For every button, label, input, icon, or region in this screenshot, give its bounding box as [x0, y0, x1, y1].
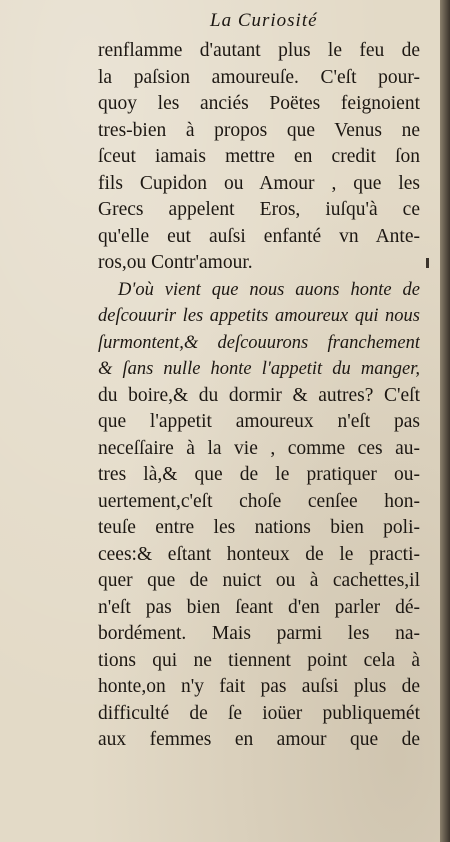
margin-mark	[426, 258, 429, 268]
text-line: ſceut iamais mettre en credit ſon	[98, 146, 420, 167]
running-head: La Curiosité	[210, 10, 318, 31]
text-line: qu'elle eut auſsi enfanté vn Ante-	[98, 225, 420, 247]
text-line: difficulté de ſe ioüer publiquemét	[98, 702, 420, 724]
text-line: aux femmes en amour que de	[98, 729, 420, 750]
text-line: honte,on n'y fait pas auſsi plus de	[98, 676, 420, 697]
text-line: bordément. Mais parmi les na-	[98, 623, 420, 644]
text-line: n'eſt pas bien ſeant d'en parler dé-	[98, 596, 420, 618]
text-line: la paſsion amoureuſe. C'eſt pour-	[98, 66, 420, 88]
question-line: D'où vient que nous auons honte de	[118, 279, 420, 300]
text-line: Grecs appelent Eros, iuſqu'à ce	[98, 199, 420, 220]
text-line: fils Cupidon ou Amour , que les	[98, 172, 420, 194]
page-edge	[440, 0, 450, 842]
text-line: neceſſaire à la vie , comme ces au-	[98, 437, 420, 459]
text-line: que l'appetit amoureux n'eſt pas	[98, 411, 420, 432]
text-line: renflamme d'autant plus le feu de	[98, 40, 420, 61]
text-line: du boire,& du dormir & autres? C'eſt	[98, 384, 420, 406]
text-line: uertement,c'eſt choſe cenſee hon-	[98, 490, 420, 512]
text-line: tres là,& que de le pratiquer ou-	[98, 464, 420, 485]
text-line: tres-bien à propos que Venus ne	[98, 119, 420, 141]
text-line: tions qui ne tiennent point cela à	[98, 649, 420, 671]
text-line: ros,ou Contr'amour.	[98, 252, 253, 273]
body-text	[98, 38, 420, 754]
question-line: deſcouurir les appetits amoureux qui nous	[98, 306, 420, 326]
text-line: cees:& eſtant honteux de le practi-	[98, 543, 420, 565]
question-line: & ſans nulle honte l'appetit du manger,	[98, 359, 420, 379]
text-line: quoy les anciés Poëtes feignoient	[98, 93, 420, 114]
text-line: quer que de nuict ou à cachettes,il	[98, 570, 420, 591]
question-line: ſurmontent,& deſcouurons franchement	[98, 332, 420, 353]
text-line: teuſe entre les nations bien poli-	[98, 517, 420, 538]
